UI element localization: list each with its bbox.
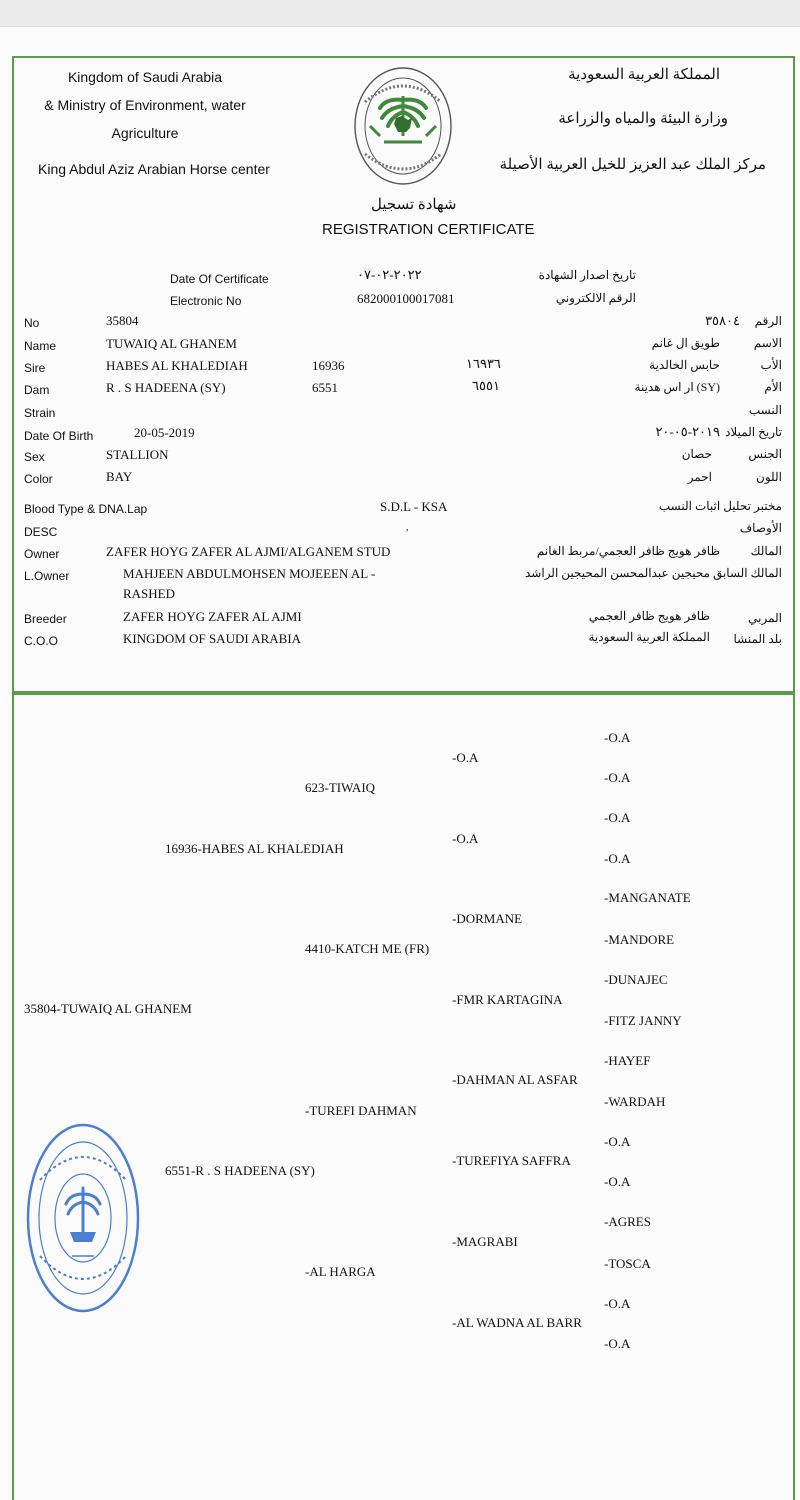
electronic-label-ar: الرقم الالكتروني	[555, 291, 636, 305]
sire-number-ar: ١٦٩٣٦	[466, 356, 501, 371]
blood-label: Blood Type & DNA.Lap	[24, 502, 148, 516]
header-en-line1: Kingdom of Saudi Arabia	[67, 69, 223, 85]
pedigree-g5-1: -O.A	[604, 730, 631, 745]
pedigree-g5-15: -O.A	[604, 1296, 631, 1311]
pedigree-panel	[12, 693, 795, 1500]
coo-label-ar: بلد المنشا	[733, 632, 782, 646]
color-value: BAY	[106, 469, 133, 484]
name-value: TUWAIQ AL GHANEM	[106, 336, 237, 351]
sire-value-ar: حابس الخالدية	[649, 358, 720, 372]
electronic-value: 682000100017081	[357, 291, 455, 306]
sex-label: Sex	[24, 450, 45, 464]
pedigree-g4-5: -DAHMAN AL ASFAR	[452, 1072, 578, 1087]
blood-label-ar: مختبر تحليل اثبات النسب	[658, 499, 782, 513]
no-label: No	[24, 316, 40, 330]
date-label-ar: تاريخ اصدار الشهادة	[538, 268, 636, 282]
lowner-value-ar: محيجين عبدالمحسن المحيجين الراشد	[525, 566, 710, 580]
sire-label-ar: الأب	[760, 358, 782, 372]
pedigree-horse: 35804-TUWAIQ AL GHANEM	[24, 1001, 192, 1016]
desc-label: DESC	[24, 525, 58, 539]
name-label-ar: الاسم	[753, 336, 782, 350]
pedigree-g3-3: -TUREFI DAHMAN	[305, 1103, 417, 1118]
lowner-label: L.Owner	[24, 569, 70, 583]
pedigree-g5-7: -DUNAJEC	[604, 972, 668, 987]
no-label-ar: الرقم	[754, 314, 782, 328]
strain-label: Strain	[24, 406, 56, 420]
pedigree-g5-6: -MANDORE	[604, 932, 675, 947]
coo-value-ar: المملكة العربية السعودية	[588, 630, 710, 644]
sex-value: STALLION	[106, 447, 169, 462]
header-en-line2: & Ministry of Environment, water	[44, 97, 246, 113]
dam-number: 6551	[312, 380, 338, 395]
pedigree-g4-7: -MAGRABI	[452, 1234, 518, 1249]
electronic-label: Electronic No	[170, 294, 242, 308]
dam-label-ar: الأم	[764, 380, 782, 394]
owner-label: Owner	[24, 547, 60, 561]
no-value-ar: ٣٥٨٠٤	[705, 313, 740, 328]
lowner-value-line1: MAHJEEN ABDULMOHSEN MOJEEEN AL -	[123, 566, 376, 581]
header-en-line4: King Abdul Aziz Arabian Horse center	[38, 161, 270, 177]
pedigree-g4-6: -TUREFIYA SAFFRA	[452, 1153, 571, 1168]
pedigree-g5-10: -WARDAH	[604, 1094, 666, 1109]
pedigree-g5-3: -O.A	[604, 810, 631, 825]
pedigree-g3-2: 4410-KATCH ME (FR)	[305, 941, 430, 956]
dam-label: Dam	[24, 383, 50, 397]
owner-label-ar: المالك	[750, 544, 782, 558]
dob-value-ar: ٢٠١٩-٠٥-٢٠	[655, 424, 720, 439]
pedigree-g3-4: -AL HARGA	[305, 1264, 376, 1279]
pedigree-sire: 16936-HABES AL KHALEDIAH	[165, 841, 344, 856]
breeder-value: ZAFER HOYG ZAFER AL AJMI	[123, 609, 302, 624]
pedigree-g5-5: -MANGANATE	[604, 890, 691, 905]
pedigree-g4-8: -AL WADNA AL BARR	[452, 1315, 582, 1330]
desc-value: ,	[406, 522, 409, 533]
pedigree-g5-16: -O.A	[604, 1336, 631, 1351]
sex-label-ar: الجنس	[748, 447, 782, 461]
header-ar-line2: وزارة البيئة والمياه والزراعة	[558, 111, 728, 127]
pedigree-g5-8: -FITZ JANNY	[604, 1013, 682, 1028]
no-value: 35804	[106, 313, 139, 328]
sire-value: HABES AL KHALEDIAH	[106, 358, 248, 373]
pedigree-g4-3: -DORMANE	[452, 911, 523, 926]
pedigree-g5-9: -HAYEF	[604, 1053, 651, 1068]
header-ar-line3: مركز الملك عبد العزيز للخيل العربية الأصيلة	[499, 157, 766, 173]
dob-label-ar: تاريخ الميلاد	[725, 425, 782, 439]
dam-number-ar: ٦٥٥١	[472, 378, 500, 393]
breeder-label-ar: المربي	[748, 611, 782, 625]
center-logo	[350, 62, 456, 188]
header-ar-line1: المملكة العربية السعودية	[568, 67, 720, 83]
color-label-ar: اللون	[756, 470, 782, 484]
lowner-value-line2: RASHED	[123, 586, 176, 601]
name-label: Name	[24, 339, 57, 353]
sex-value-ar: حصان	[681, 447, 712, 461]
pedigree-g5-13: -AGRES	[604, 1214, 651, 1229]
title-english: REGISTRATION CERTIFICATE	[322, 221, 535, 238]
blood-value: S.D.L - KSA	[380, 499, 448, 514]
owner-value: ZAFER HOYG ZAFER AL AJMI/ALGANEM STUD	[106, 544, 391, 559]
name-value-ar: طويق ال غانم	[651, 336, 720, 350]
dam-value: R . S HADEENA (SY)	[106, 380, 226, 395]
pedigree-g5-4: -O.A	[604, 851, 631, 866]
color-value-ar: احمر	[687, 470, 712, 484]
pedigree-g5-2: -O.A	[604, 770, 631, 785]
official-stamp	[24, 1120, 142, 1316]
lowner-label-ar: المالك السابق	[712, 566, 782, 580]
dam-value-ar: (SY) ار اس هدينة	[634, 380, 720, 394]
owner-value-ar: ظافر هويج ظافر العجمي/مربط الغانم	[536, 544, 720, 558]
color-label: Color	[24, 472, 53, 486]
dob-label: Date Of Birth	[24, 429, 94, 443]
desc-label-ar: الأوصاف	[739, 521, 782, 535]
pedigree-g5-12: -O.A	[604, 1174, 631, 1189]
date-value: ٢٠٢٢-٠٢-٠٧	[357, 267, 422, 282]
pedigree-g4-2: -O.A	[452, 831, 479, 846]
breeder-value-ar: ظافر هويج ظافر العجمي	[588, 609, 710, 623]
coo-label: C.O.O	[24, 634, 59, 648]
pedigree-g5-11: -O.A	[604, 1134, 631, 1149]
date-label: Date Of Certificate	[170, 272, 269, 286]
header-en-line3: Agriculture	[111, 125, 179, 141]
sire-label: Sire	[24, 361, 46, 375]
strain-label-ar: النسب	[748, 403, 782, 417]
coo-value: KINGDOM OF SAUDI ARABIA	[123, 631, 302, 646]
dob-value: 20-05-2019	[134, 425, 195, 440]
pedigree-dam: 6551-R . S HADEENA (SY)	[165, 1163, 315, 1178]
title-arabic: شهادة تسجيل	[371, 197, 457, 213]
pedigree-g3-1: 623-TIWAIQ	[305, 780, 376, 795]
sire-number: 16936	[312, 358, 345, 373]
pedigree-g4-4: -FMR KARTAGINA	[452, 992, 563, 1007]
pedigree-g4-1: -O.A	[452, 750, 479, 765]
pedigree-g5-14: -TOSCA	[604, 1256, 651, 1271]
top-strip	[0, 0, 800, 27]
breeder-label: Breeder	[24, 612, 67, 626]
